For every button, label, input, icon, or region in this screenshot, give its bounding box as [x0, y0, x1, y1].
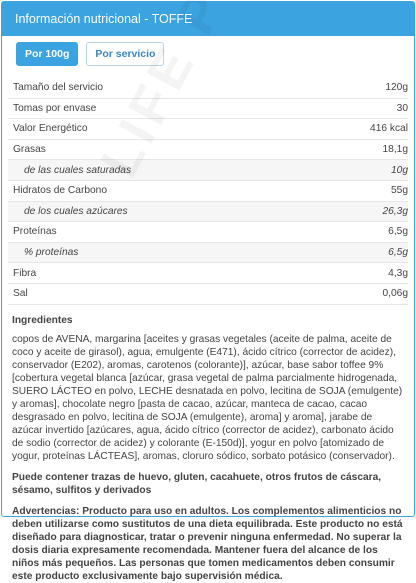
nutrition-label: Grasas — [13, 144, 46, 156]
nutrition-row — [8, 119, 408, 140]
nutrition-label: Tamaño del servicio — [13, 82, 104, 94]
nutrition-row — [8, 243, 408, 264]
nutrition-label: de los cuales azúcares — [24, 205, 128, 217]
nutrition-row — [8, 284, 408, 305]
nutrition-row — [8, 263, 408, 284]
nutrition-row — [8, 181, 408, 202]
nutrition-panel — [1, 1, 415, 582]
nutrition-label: Fibra — [13, 267, 37, 279]
warning-text: Advertencias: Producto para uso en adultos. Los complementos alimenticios no deben utilizarse como sustitutos de una dieta equilibrada. Este producto no está diseñado para diagnosticar, tratar o prevenir ninguna enfermedad. No superar la dosis diaria expresamente recomendada. Mantener fuera del alcance de los niños más pequeños. Las personas que tomen medicamentos deben consumir este producto exclusivamente bajo supervisión médica. — [12, 505, 403, 582]
nutrition-row — [8, 202, 408, 223]
nutrition-value: 6,5g — [388, 226, 408, 238]
ingredients-title: Ingredientes — [12, 314, 73, 326]
nutrition-label: % proteínas — [24, 247, 79, 259]
nutrition-value: 416 kcal — [370, 123, 408, 135]
panel-title: Información nutricional - TOFFE — [2, 2, 414, 36]
tab-bar — [2, 36, 414, 78]
nutrition-row — [8, 222, 408, 243]
nutrition-label: Valor Energético — [13, 123, 88, 135]
nutrition-value: 4,3g — [388, 267, 408, 279]
tab-per-100g[interactable]: Por 100g — [16, 42, 78, 66]
ingredients-text: copos de AVENA, margarina [aceites y grasas vegetales (aceite de palma, aceite de coco y aceite de girasol), agua, emulgente (E471), ácido cítrico (corrector de acidez), conservador (E202), aromas, carotenos (colorante)], azúcar, base sabor toffee 9% [cobertura vegetal blanca [azúcar, grasa vegetal de palma parcialmente hidrogenada, SUERO LÁCTEO en polvo, LECHE desnatada en polvo, lecitina de SOJA (emulgente) y aromas], chocolate negro [pasta de cacao, azúcar, manteca de cacao, cacao desgrasado en polvo, lecitina de SOJA (emulgente), aroma] y aroma], jarabe de azúcar invertido [azúcares, agua, ácido cítrico (corrector de acidez), carbonato ácido de sodio (corrector de acidez) y colorante (E-150d)], yogur en polvo [atomizado de yogur, proteínas LÁCTEAS], aromas, cloruro sódico, sorbato potásico (conservador). — [12, 333, 403, 462]
nutrition-row — [8, 160, 408, 181]
nutrition-row — [8, 78, 408, 99]
nutrition-value: 55g — [391, 185, 408, 197]
nutrition-row — [8, 99, 408, 120]
nutrition-table — [8, 78, 408, 305]
nutrition-label: Hidratos de Carbono — [13, 185, 108, 197]
nutrition-value: 6,5g — [388, 247, 408, 259]
tab-per-serving[interactable]: Por servicio — [86, 42, 164, 66]
nutrition-value: 26,3g — [382, 205, 408, 217]
nutrition-row — [8, 140, 408, 161]
nutrition-label: de las cuales saturadas — [24, 164, 132, 176]
nutrition-value: 10g — [391, 164, 408, 176]
ingredients-section — [2, 305, 414, 583]
nutrition-value: 0,06g — [382, 288, 408, 300]
allergens-text: Puede contener trazas de huevo, gluten, cacahuete, otros frutos de cáscara, sésamo, sulfitos y derivados — [12, 471, 382, 496]
nutrition-value: 120g — [385, 82, 408, 94]
nutrition-label: Tomas por envase — [13, 102, 97, 114]
nutrition-label: Sal — [13, 288, 28, 300]
nutrition-value: 30 — [396, 102, 408, 114]
nutrition-value: 18,1g — [382, 144, 408, 156]
nutrition-label: Proteínas — [13, 226, 57, 238]
